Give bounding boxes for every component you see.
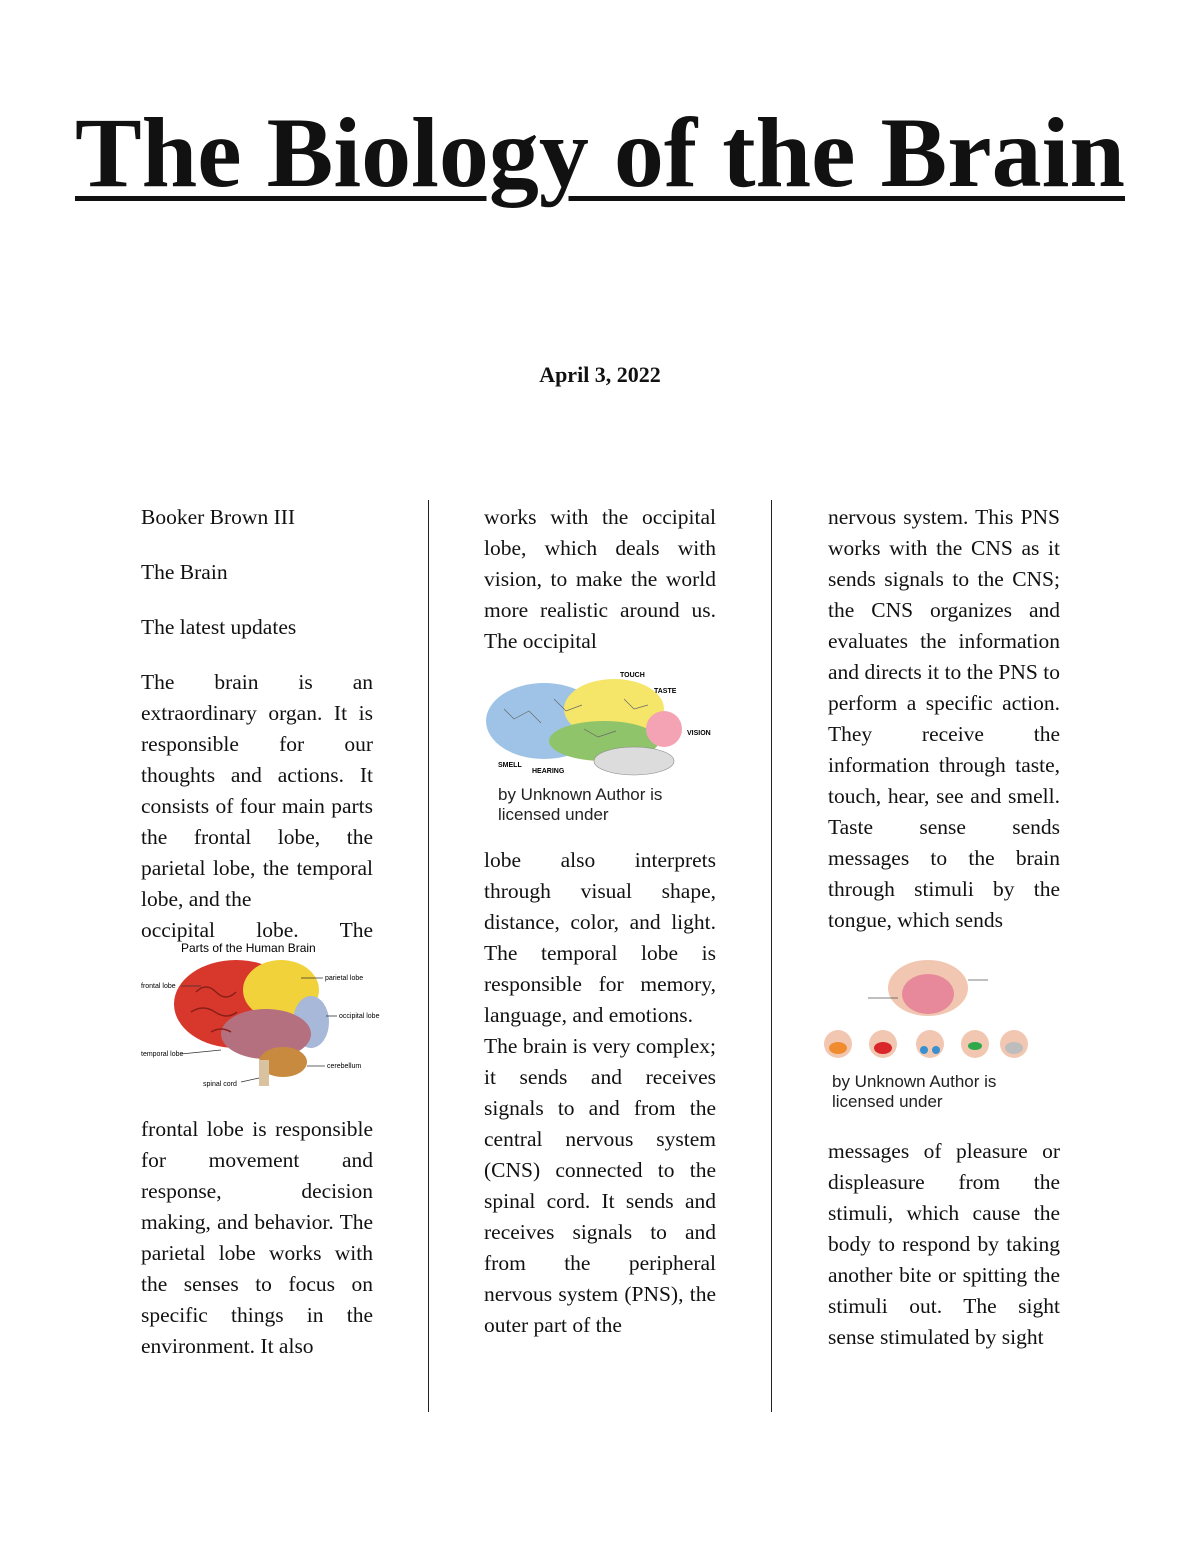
spinal-cord-shape [259, 1060, 269, 1086]
label-parietal: parietal lobe [325, 975, 364, 982]
body-paragraph: The brain is an extraordinary organ. It is responsible for our thoughts and actions. It consists of four main parts the frontal lobe, the parietal lobe, the temporal lobe, and the [141, 670, 373, 911]
label-taste: TASTE [654, 688, 677, 695]
brain-pink-region [646, 711, 682, 747]
column-divider [428, 500, 429, 1412]
label-cerebellum: cerebellum [327, 1063, 362, 1070]
body-paragraph: The brain is very complex; it sends and receives signals to and from the central nervous system (CNS) connected to the spinal cord. It sends and receives signals to and from the peripheral nervous system (PNS), the outer part of the [484, 1034, 716, 1337]
body-line: occipital lobe. The [141, 918, 373, 942]
label-touch: TOUCH [620, 672, 645, 679]
body-paragraph: nervous system. This PNS works with the CNS as it sends signals to the CNS; the CNS organizes and evaluates the information and directs it to the PNS to perform a specific action. They receive the information through taste, touch, hear, see and smell. Taste sense sends messages to the brain through stimuli by the tongue, which sends [828, 505, 1060, 932]
page-title: The Biology of the Brain [74, 97, 1126, 208]
body-paragraph: lobe also interprets through visual shape, distance, color, and light. The temporal lobe is responsible for memory, language, and emotions. [484, 848, 716, 1027]
column-divider [771, 500, 772, 1412]
publication-date: April 3, 2022 [539, 362, 661, 387]
body-paragraph: messages of pleasure or displeasure from the stimuli, which cause the body to respond by taking another bite or spitting the stimuli out. The sight sense stimulated by sight [828, 1139, 1060, 1349]
label-occipital: occipital lobe [339, 1013, 380, 1020]
brain-parts-figure [141, 941, 380, 1092]
sensory-brain-figure [484, 669, 716, 779]
tongue-shape [902, 974, 954, 1014]
label-spinal-cord: spinal cord [203, 1081, 237, 1088]
label-hearing: HEARING [532, 768, 565, 775]
label-smell: SMELL [498, 762, 522, 769]
tagline: The latest updates [141, 615, 297, 639]
column-1 [141, 502, 380, 1362]
tongue-taste-figure [828, 958, 1060, 1068]
body-paragraph: frontal lobe is responsible for movement and response, decision making, and behavior. The parietal lobe works with the senses to focus on specific things in the environment. It also [141, 1117, 373, 1358]
author-name: Booker Brown III [141, 505, 296, 529]
body-paragraph: works with the occipital lobe, which deals with vision, to make the world more realistic around us. The occipital [484, 505, 716, 653]
image-caption: by Unknown Author is licensed under [498, 785, 663, 824]
label-temporal: temporal lobe [141, 1051, 184, 1058]
label-frontal: frontal lobe [141, 983, 176, 990]
column-2 [484, 502, 716, 1341]
cerebellum-region [594, 747, 674, 775]
column-3 [828, 502, 1060, 1353]
subject-line: The Brain [141, 560, 228, 584]
figure-title: Parts of the Human Brain [181, 941, 316, 955]
taste-region-thumbnails [824, 1030, 1028, 1058]
label-vision: VISION [687, 730, 711, 737]
image-caption: by Unknown Author is licensed under [832, 1072, 997, 1111]
